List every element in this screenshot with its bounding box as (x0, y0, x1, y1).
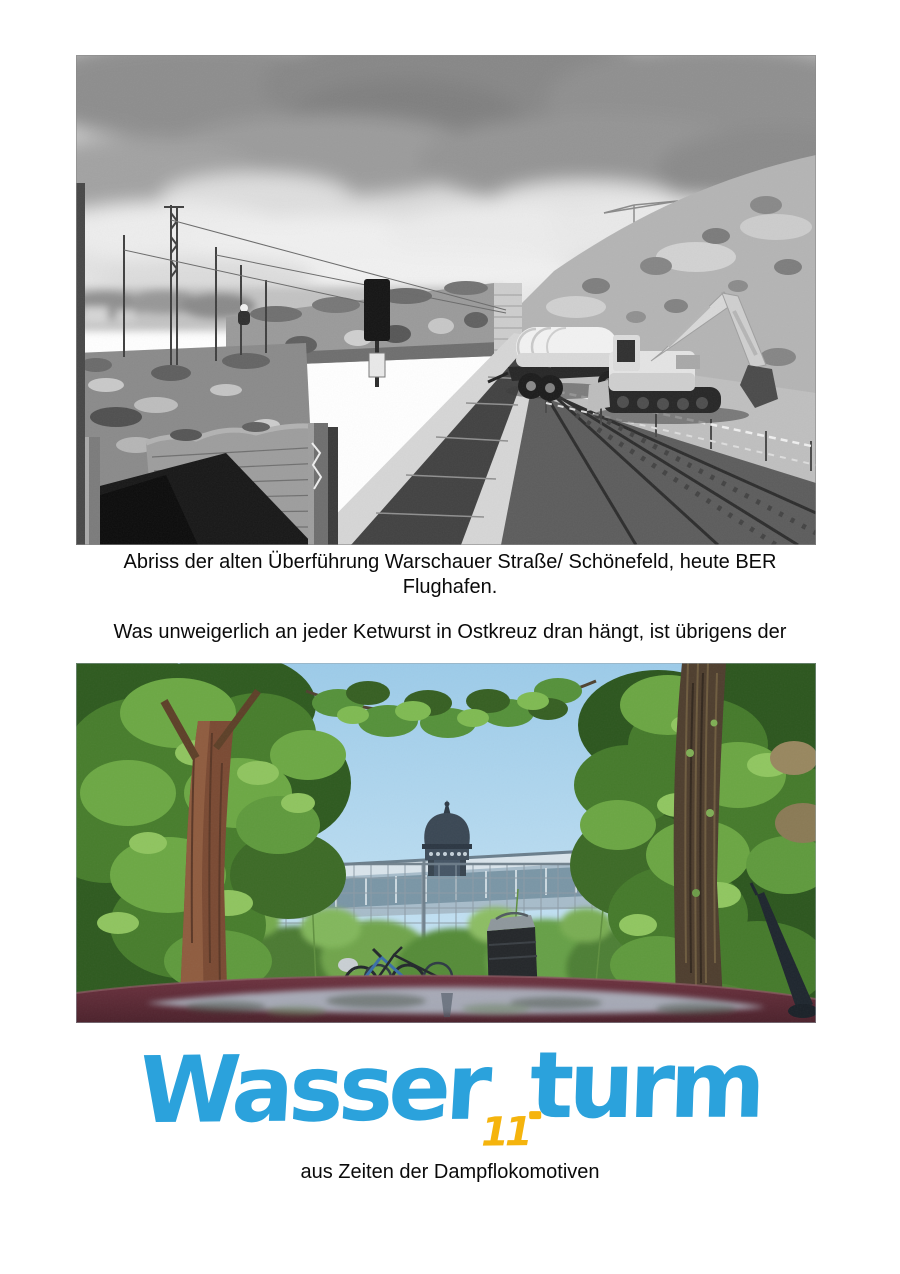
logo-caption: aus Zeiten der Dampflokomotiven (300, 1161, 600, 1183)
logo-text-wasser: Wasser (135, 1033, 490, 1145)
figure1-caption (70, 550, 830, 600)
body-paragraph: Was unweigerlich an jeder Ketwurst in Ostkreuz dran hängt, ist übrigens der (113, 621, 787, 643)
film-grain (76, 55, 816, 545)
figure1-caption-line1: Abriss der alten Überführung Warschauer Straße/ Schönefeld, heute BER (123, 551, 777, 573)
logo-text-turm: turm (528, 1031, 763, 1140)
demolition-photo-art (76, 55, 816, 545)
wasserturm-photo (76, 663, 816, 1023)
photo-grain (76, 663, 816, 1023)
wasserturm-logo (0, 1033, 900, 1160)
figure1-caption-line2: Flughafen. (402, 576, 498, 598)
logo-mark-11: 11 (480, 1109, 529, 1156)
wasserturm-photo-art (76, 663, 816, 1023)
demolition-photo (76, 55, 816, 545)
logo-mark (481, 1109, 529, 1155)
